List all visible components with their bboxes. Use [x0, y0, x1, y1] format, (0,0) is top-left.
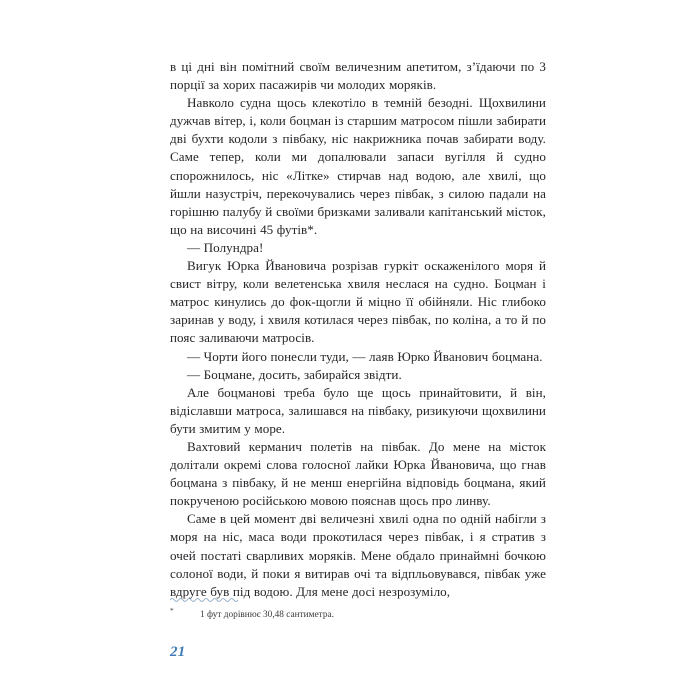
dialogue-line: — Чорти його понесли туди, — лаяв Юрко Йванович боцмана.	[187, 348, 543, 364]
paragraph: Але боцманові треба було ще щось принайтовити, й він, відіславши матроса, залишався на півбаку, ризикуючи щохвилини бути змитим у море.	[170, 384, 546, 436]
footnote-separator-wavy-rule	[170, 596, 238, 603]
footnote	[170, 604, 546, 622]
dialogue-line: — Полундра!	[187, 239, 264, 255]
paragraph: Саме в цей момент дві величезні хвилі одна по одній набігли з моря на ніс, маса води прокотилася через півбак, і я стратив з очей постаті сварливих моряків. Мене обдало принаймні бочкою солоної води, й поки я витирав очі та відпльовувався, півбак уже вдруге був під водою. Для мене досі незрозуміло,	[170, 511, 546, 599]
body-text-block	[170, 58, 546, 601]
dialogue-line: — Боцмане, досить, забирайся звідти.	[187, 366, 402, 382]
paragraph-continuation: в ці дні він помітний своїм величезним апетитом, з’їдаючи по 3 порції за хорих пасажирів чи молодих моряків.	[170, 59, 546, 93]
page-number: 21	[170, 644, 186, 660]
footnote-text: 1 фут дорівнює 30,48 сантиметра.	[200, 610, 334, 621]
paragraph: Вахтовий керманич полетів на півбак. До мене на місток долітали окремі слова голосної лайки Юрка Йвановича, що гнав боцмана з півбаку, й не менш енергійна відповідь боцмана, який покрученою російською мовою пояснав щось про линву.	[170, 438, 546, 509]
footnote-marker: *	[170, 606, 174, 615]
paragraph: Навколо судна щось клекотіло в темній безодні. Щохвилини дужчав вітер, і, коли боцман із старшим матросом пішли забирати дві бухти кодоли з півбаку, ніс накрижника почав забирати воду. Саме тепер, коли ми допалювали запаси вугілля й судно спорожнилось, ніс «Літке» стирчав над водою, але хвилі, що йшли назустріч, перекочувались через півбак, з силою падали на горішню палубу й своїми бризками заливали капітанський місток, що на височині 45 футів*.	[170, 95, 546, 237]
paragraph: Вигук Юрка Йвановича розрізав гуркіт оскаженілого моря й свист вітру, коли велетенська хвиля неслася на судно. Боцман і матрос кинулись до фок-щогли й міцно її обійняли. Ніс глибоко заринав у воду, і хвиля котилася через півбак, по коліна, а то й по пояс заливаючи матросів.	[170, 258, 546, 346]
